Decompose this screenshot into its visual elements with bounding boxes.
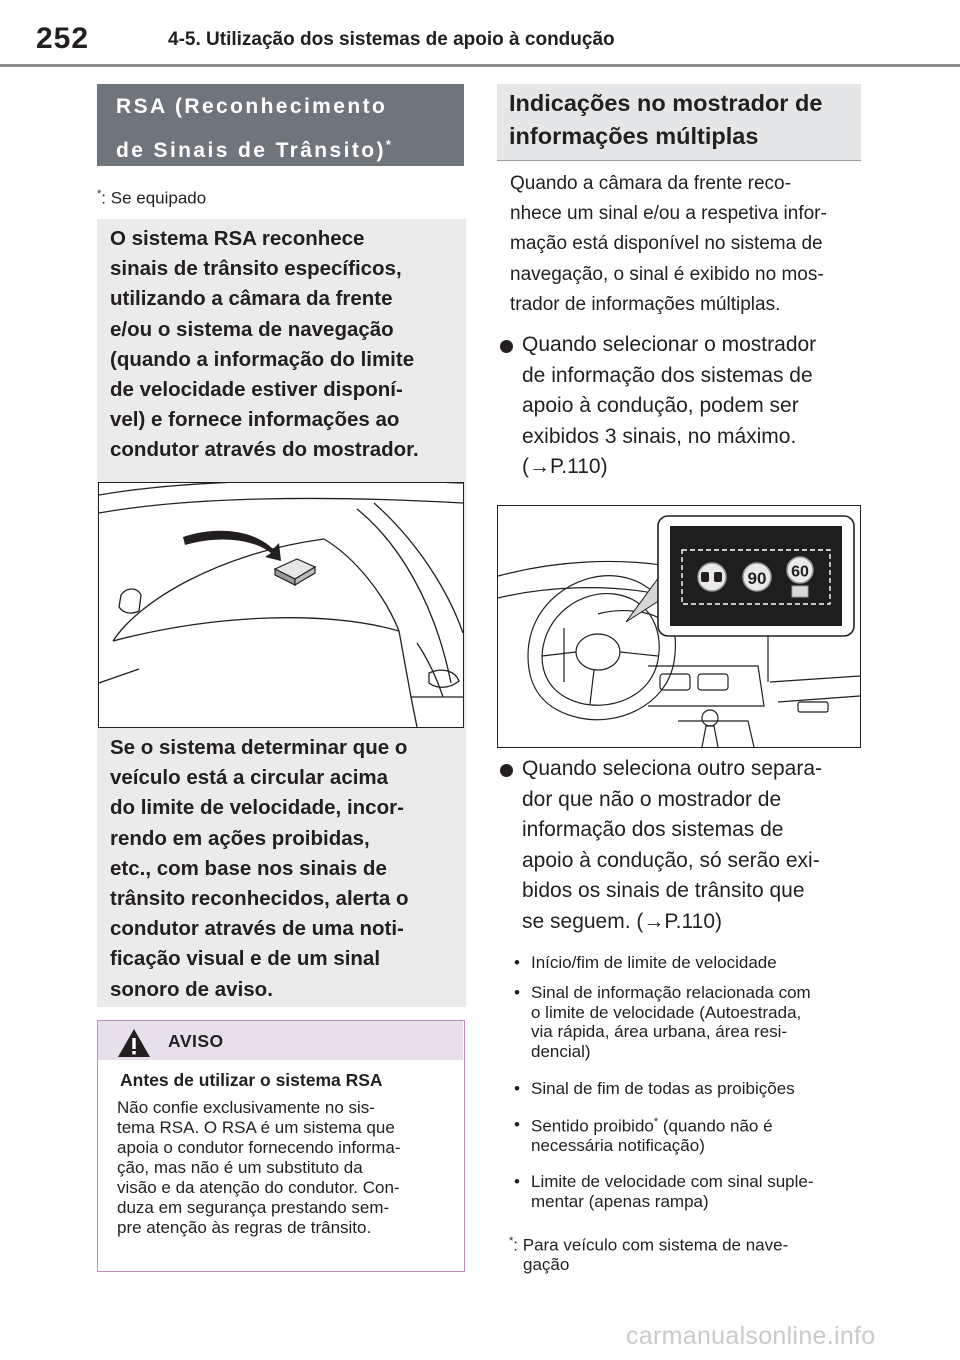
list-bullet-icon: • [514,983,520,1002]
indications-heading-box [497,84,861,161]
list-bullet-icon: • [514,1115,520,1134]
list-bullet-icon: • [514,953,520,972]
speed-limit-sign-90 [743,563,771,591]
speed-limit-value-90: 90 [747,569,767,588]
warning-header [98,1021,463,1060]
windshield-camera-illustration [98,482,464,728]
list-item: Sinal de informação relacionada com o limite de velocidade (Autoestrada, via rápida, área urbana, área resi- dencial) [531,983,811,1061]
warning-label: AVISO [168,1031,224,1051]
list-item: Sentido proibido* (quando não é necessária notificação) [531,1116,773,1156]
footnote-mark: * [509,1235,514,1247]
footnote-mark: * [653,1116,659,1128]
warning-subtitle: Antes de utilizar o sistema RSA [120,1070,383,1090]
list-bullet-icon: • [514,1079,520,1098]
rsa-heading-line1: RSA (Reconhecimento [116,95,388,118]
list-item: Limite de velocidade com sinal suple- mentar (apenas rampa) [531,1172,814,1211]
indications-intro: Quando a câmara da frente reco- nhece um sinal e/ou a respetiva infor- mação está disponível no sistema de navegação, o sinal é exibido no mos- trador de informações múltiplas. [510,173,827,315]
footnote-mark: * [385,137,394,152]
header-rule [0,64,960,67]
windshield-drawing [99,483,463,727]
rsa-description-paragraph: O sistema RSA reconhece sinais de trânsito específicos, utilizando a câmara da frente e/ou o sistema de navegação (quando a informação do limite de velocidade estiver disponí- vel) e fornece informações ao condutor através do mostrador. [110,227,419,462]
rsa-alert-paragraph: Se o sistema determinar que o veículo está a circular acima do limite de velocidade, incor- rendo em ações proibidas, etc., com base nos sinais de trânsito reconhecidos, alerta o condutor através de uma noti- ficação visual e de um sinal sonoro de aviso. [110,736,409,1001]
list-item: Sinal de fim de todas as proibições [531,1079,795,1098]
indications-heading: Indicações no mostrador de informações múltiplas [509,90,823,149]
watermark: carmanualsonline.info [626,1322,876,1350]
dashboard-display-illustration [497,505,861,748]
speed-limit-value-60: 60 [791,563,809,581]
bullet-icon [500,340,513,353]
footnote-mark: * [97,188,102,200]
warning-body: Não confie exclusivamente no sis- tema RSA. O RSA é um sistema que apoia o condutor fornecendo informa- ção, mas não é um substituto da visão e da atenção do condutor. Con- duza em segurança prestando sem- pre atenção às regras de trânsito. [117,1098,401,1237]
navigation-footnote: *: Para veículo com sistema de nave- gação [509,1235,789,1275]
camera-unit [275,559,315,585]
no-overtaking-sign [698,563,726,591]
list-bullet-icon: • [514,1172,520,1191]
warning-triangle-icon [116,1027,152,1059]
page-number: 252 [36,22,90,55]
bullet-other-display: Quando seleciona outro separa- dor que não o mostrador de informação dos sistemas de apoio à condução, só serão exi- bidos os sinais de trânsito que se seguem. (→P.110) [522,757,823,933]
bullet-icon [500,764,513,777]
section-title: 4-5. Utilização dos sistemas de apoio à condução [168,29,615,50]
rsa-heading [116,88,393,170]
rsa-heading-line2: de Sinais de Trânsito)* [116,137,394,162]
equipped-footnote: *: Se equipado [97,188,207,208]
rsa-heading-box [97,84,464,166]
dashboard-drawing [498,506,860,747]
bullet-driving-support-display: Quando selecionar o mostrador de informação dos sistemas de apoio à condução, podem ser exibidos 3 sinais, no máximo. (→P.110) [522,333,817,478]
pointer-arrow [183,531,281,561]
list-item: Início/fim de limite de velocidade [531,953,777,972]
